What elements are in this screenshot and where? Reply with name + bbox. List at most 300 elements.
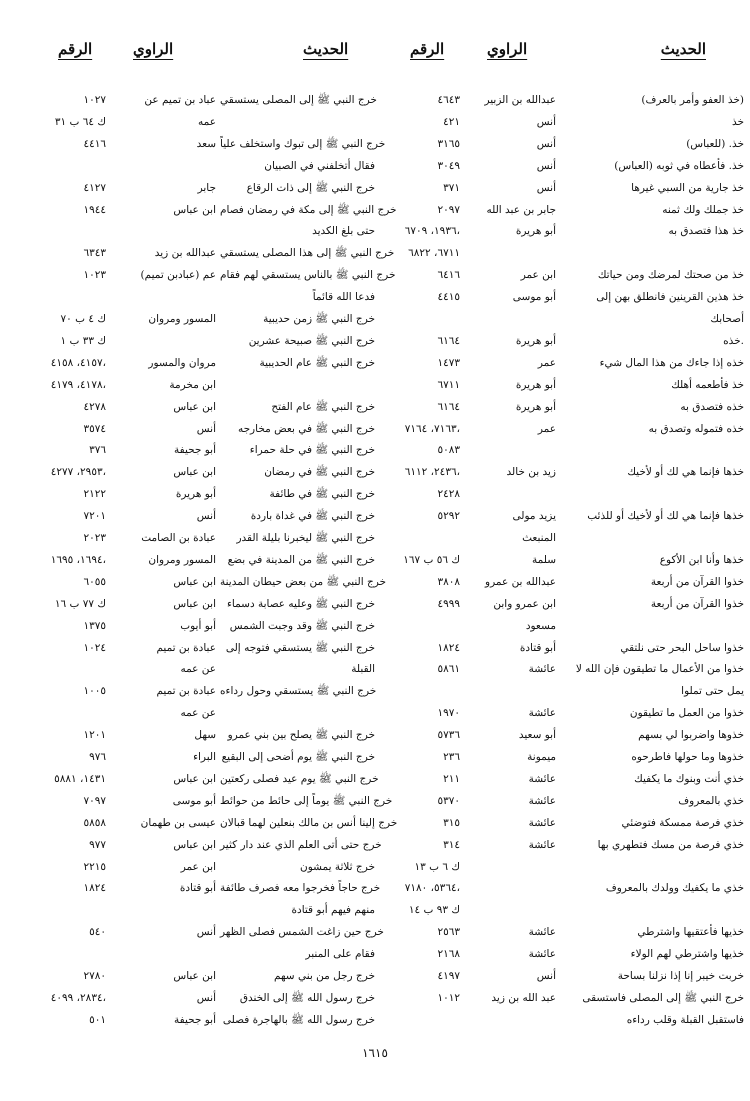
reference-number: ١٤٧٣ [437, 356, 460, 369]
reference-number: ٣١٦٥ [437, 137, 460, 150]
index-entry-row [400, 178, 750, 198]
reference-number: ١٠٢٤ [83, 641, 106, 654]
index-entry-row [400, 397, 750, 417]
reference-number: ٤٦٤٣ [437, 94, 460, 106]
index-entry-row [400, 878, 750, 898]
reference-number: ١٩٧٠ [437, 707, 460, 720]
hadith-text: خرج ثلاثة يمشون [300, 860, 375, 873]
narrator-text: عبدالله بن الزبير [484, 94, 556, 106]
reference-number: ٦٣٤٣ [83, 247, 106, 260]
reference-number: ٩٧٧ [89, 838, 106, 851]
reference-number: ١٣٧٥ [83, 619, 106, 632]
narrator-text: عن عمه [180, 663, 216, 676]
narrator-text: عائشة [528, 707, 556, 720]
reference-number: ٦٠٥٥ [83, 575, 106, 588]
hadith-text: خرج النبي ﷺ إلى هذا المصلى يستسقي [220, 247, 395, 260]
narrator-text: سهل [194, 729, 216, 742]
index-entry-row [30, 156, 375, 176]
index-entry-row [30, 747, 375, 767]
index-entry-row [400, 353, 750, 373]
hadith-text: خرج النبي ﷺ يستسقي فتوجه إلى [225, 641, 375, 654]
hadith-text: خذ من صحتك لمرضك ومن حياتك [597, 269, 744, 282]
hadith-text: خرج رسول الله ﷺ بالهاجرة فصلى [222, 1013, 375, 1026]
reference-number: ١٩٤٤ [83, 203, 106, 216]
hadith-text: خرج النبي ﷺ صبيحة عشرين [248, 334, 375, 347]
index-entry-row [400, 528, 750, 548]
index-entry-row [30, 769, 379, 789]
narrator-text: عبد الله بن زيد [491, 991, 556, 1004]
hadith-text: خذيها فأعتقيها واشترطي [637, 926, 744, 939]
index-entry-row [400, 813, 750, 833]
hadith-text: خذي ما يكفيك وولدك بالمعروف [605, 882, 744, 895]
narrator-text: أبو موسى [512, 291, 556, 304]
narrator-text: أبو هريرة [515, 334, 556, 347]
index-entry-row [30, 594, 375, 614]
reference-number: ٢٢١٥ [83, 860, 106, 873]
reference-number: ٥٨٦١ [437, 663, 460, 676]
narrator-text: ابن عمرو وابن [493, 597, 556, 610]
index-entry-row [30, 178, 375, 198]
index-entry-row [400, 331, 750, 351]
index-entry-row [30, 659, 375, 679]
index-entry-row [30, 681, 375, 701]
reference-number: ٢٨٣٤، ٤٠٩٩، [50, 991, 106, 1004]
narrator-text: أبو هريرة [175, 488, 216, 501]
narrator-text: جابر [197, 181, 216, 194]
hadith-text: خرج رجل من بني سهم [273, 970, 375, 982]
right-header-number: الرقم [410, 40, 445, 58]
reference-number: ٢٠٢٣ [83, 532, 106, 544]
hadith-text: خذه فتصدق به [680, 400, 744, 413]
index-entry-row [30, 419, 375, 439]
reference-number: ٤١٧٨، ٤١٧٩، [50, 378, 106, 391]
hadith-text: خرج النبي ﷺ يستسقي وحول رداءه [220, 685, 377, 698]
narrator-text: عيسى بن طهمان [140, 816, 216, 829]
reference-number: ك ٥٦ ب ١٦٧ [403, 553, 460, 566]
narrator-text: عبادة بن الصامت [141, 532, 216, 544]
narrator-text: ابن عباس [173, 203, 216, 216]
hadith-text: خرج النبي ﷺ يوم أضحى إلى البقيع [221, 751, 375, 763]
hadith-text: خذوا القرآن من أربعة [650, 575, 744, 588]
reference-number: ٢١٦٨ [437, 948, 460, 961]
index-entry-row [400, 156, 750, 176]
hadith-text: خذ فأطعمه أهلك [671, 378, 744, 391]
reference-number: ٢٥٦٣ [437, 926, 460, 939]
hadith-text: خذه فتموله وتصدق به [648, 422, 744, 435]
reference-number: ٤١٢٧ [83, 181, 106, 194]
narrator-text: سلمة [532, 553, 556, 566]
index-entry-row [400, 484, 750, 504]
narrator-text: عمه [198, 115, 216, 128]
narrator-text: ميمونة [527, 751, 556, 763]
reference-number: ٦٧١١ [437, 378, 460, 391]
narrator-text: أنس [536, 181, 556, 194]
index-entry-row [400, 134, 750, 154]
index-entry-row [400, 791, 750, 811]
reference-number: ٥٣٧٠ [437, 794, 460, 807]
narrator-text: ابن عباس [173, 838, 216, 851]
index-entry-row [30, 200, 397, 220]
reference-number: ١٢٠١ [83, 729, 106, 742]
hadith-text: خرج النبي ﷺ إلى ذات الرقاع [246, 181, 375, 194]
reference-number: ٧٢٠١ [83, 510, 106, 523]
index-entry-row [30, 90, 375, 110]
reference-number: ٤١٩٧ [437, 970, 460, 982]
index-entry-row [30, 397, 375, 417]
index-entry-row [400, 419, 750, 439]
narrator-text: أنس [196, 422, 216, 435]
hadith-text: خرج حين زاغت الشمس فصلى الظهر [220, 926, 384, 939]
narrator-text: أبو أيوب [180, 619, 216, 632]
index-entry-row [30, 703, 375, 723]
reference-number: ٢٤٣٦، ٦١١٢، [404, 466, 460, 479]
right-index-column [400, 90, 750, 1030]
narrator-text: عم (عبادبن تميم) [140, 269, 216, 282]
hadith-text: خرج النبي ﷺ يوم عيد فصلى ركعتين [220, 772, 379, 785]
index-entry-row [400, 835, 750, 855]
index-entry-row [400, 857, 750, 877]
hadith-text: فقال أتخلفني في الصبيان [264, 159, 375, 172]
hadith-text: خذي فرصة من مسك فتطهري بها [597, 838, 744, 851]
index-entry-row [400, 900, 750, 920]
narrator-text: أبو هريرة [515, 225, 556, 238]
hadith-text: خذوا من الأعمال ما تطيقون فإن الله لا [575, 663, 744, 676]
reference-number: ١٠٢٧ [83, 94, 106, 106]
reference-number: ك ٧٧ ب ١٦ [54, 597, 106, 610]
reference-number: ك ٦ ب ١٣ [414, 860, 460, 873]
index-entry-row [400, 572, 750, 592]
narrator-text: أبو قتادة [179, 882, 216, 895]
hadith-text: خذ هذا فتصدق به [668, 225, 744, 238]
index-entry-row [30, 506, 375, 526]
reference-number: ٩٧٦ [89, 751, 106, 763]
hadith-text: خرج النبي ﷺ وقد وجبت الشمس [229, 619, 375, 632]
reference-number: ٥٧٣٦ [437, 729, 460, 742]
reference-number: ١٨٢٤ [437, 641, 460, 654]
reference-number: ٤٩٩٩ [437, 597, 460, 610]
hadith-text: خرج النبي ﷺ زمن حديبية [263, 313, 375, 325]
narrator-text: المسور ومروان [148, 313, 216, 325]
reference-number: ٤١٥٧، ٤١٥٨، [50, 356, 106, 369]
index-entry-row [30, 944, 375, 964]
narrator-text: عائشة [528, 772, 556, 785]
index-entry-row [400, 112, 750, 132]
hadith-text: خذوا القرآن من أربعة [650, 597, 744, 610]
reference-number: ٢٩٥٣، ٤٢٧٧، [50, 466, 106, 479]
narrator-text: ابن عباس [173, 597, 216, 610]
index-entry-row [400, 966, 750, 986]
narrator-text: أنس [536, 159, 556, 172]
reference-number: ١٦٩٤، ١٦٩٥، [50, 553, 106, 566]
narrator-text: المسور ومروان [148, 553, 216, 566]
reference-number: ١٠٠٥ [83, 685, 106, 698]
index-entry-row [30, 462, 375, 482]
narrator-text: أبو جحيفة [174, 1013, 216, 1026]
hadith-text: خرج رسول الله ﷺ إلى الخندق [239, 991, 375, 1004]
hadith-text: خرج النبي ﷺ في طائفة [269, 488, 375, 501]
reference-number: ٤٤١٥ [437, 291, 460, 304]
hadith-text: فاستقبل القبلة وقلب رداءه [626, 1013, 744, 1026]
reference-number: ٦٤١٦ [437, 269, 460, 282]
index-entry-row [400, 200, 750, 220]
left-header-number: الرقم [58, 40, 93, 58]
hadith-text: خذيها واشترطي لهم الولاء [630, 948, 744, 961]
index-entry-row [400, 616, 750, 636]
hadith-text: خرج النبي ﷺ في حلة حمراء [249, 444, 375, 457]
index-entry-row [400, 944, 750, 964]
index-entry-row [30, 287, 375, 307]
page-number: ١٦١٥ [362, 1046, 388, 1060]
hadith-text: القبلة [351, 663, 375, 676]
hadith-text: خرج النبي ﷺ يوماً إلى حائط من حوائط [220, 794, 393, 807]
hadith-text: خذ جملك ولك ثمنه [662, 203, 744, 216]
reference-number: ٥٨٥٨ [83, 816, 106, 829]
index-entry-row [400, 1010, 750, 1030]
narrator-text: عمر [537, 356, 556, 369]
right-header-hadith: الحديث [660, 40, 706, 58]
hadith-text: خرج حاجاً فخرجوا معه فصرف طائفة [220, 882, 381, 895]
index-entry-row [400, 725, 750, 745]
hadith-text: خرج النبي ﷺ بالناس يستسقي لهم فقام [220, 269, 396, 282]
narrator-text: أبو هريرة [515, 400, 556, 413]
hadith-text: فدعا الله قائماً [312, 291, 375, 304]
hadith-text: خرج النبي ﷺ يصلح بين بني عمرو [227, 729, 375, 742]
hadith-text: خرج النبي ﷺ إلى المصلى فاستسقى [582, 991, 744, 1004]
hadith-text: خرج النبي ﷺ إلى مكة في رمضان فصام [220, 203, 397, 216]
hadith-text: خذوها وما حولها فاطرحوه [631, 751, 744, 763]
index-entry-row [400, 243, 750, 263]
hadith-text: خذ جارية من السبي غيرها [631, 181, 744, 194]
index-entry-row [400, 462, 750, 482]
reference-number: ٢٤٢٨ [437, 488, 460, 501]
index-entry-row [30, 331, 375, 351]
reference-number: ٧٠٩٧ [83, 794, 106, 807]
hadith-text: خرج النبي ﷺ من بعض حيطان المدينة [220, 575, 387, 588]
narrator-text: يزيد مولى [512, 510, 556, 523]
narrator-text: زيد بن خالد [506, 466, 556, 479]
narrator-text: ابن عمر [520, 269, 556, 282]
index-entry-row [400, 988, 750, 1008]
index-entry-row [30, 353, 375, 373]
hadith-text: خذ. فأعطاه في ثوبه (العباس) [614, 159, 744, 172]
index-entry-row [30, 1010, 375, 1030]
index-entry-row [400, 922, 750, 942]
index-entry-row [30, 440, 375, 460]
reference-number: ٢١٢٢ [83, 488, 106, 501]
narrator-text: عبادة بن تميم [156, 641, 216, 654]
narrator-text: ابن مخرمة [169, 378, 216, 391]
hadith-text: خرج النبي ﷺ عام الفتح [271, 400, 375, 413]
reference-number: ٦١٦٤ [437, 400, 460, 413]
hadith-text: خرج النبي ﷺ إلى المصلى يستسقي [220, 94, 377, 106]
index-entry-row [30, 616, 375, 636]
reference-number: ١٤٣١، ٥٨٨١ [54, 772, 106, 785]
hadith-text: خربت خيبر إنا إذا نزلنا بساحة [617, 970, 744, 982]
hadith-text: فقام على المنبر [305, 948, 375, 961]
index-entry-row [30, 791, 393, 811]
index-entry-row [30, 528, 375, 548]
reference-number: ١٩٣٦، ٦٧٠٩، [404, 225, 460, 238]
hadith-text: خرج حتى أتى العلم الذي عند دار كثير [220, 838, 382, 851]
reference-number: ٤٤١٦ [83, 137, 106, 150]
narrator-text: عائشة [528, 926, 556, 939]
reference-number: ٣٨٠٨ [437, 575, 460, 588]
index-entry-row [30, 309, 375, 329]
hadith-text: (خذ العفو وأمر بالعرف) [641, 94, 744, 106]
reference-number: ك ٦٤ ب ٣١ [54, 115, 106, 128]
narrator-text: عبادة بن تميم [156, 685, 216, 698]
narrator-text: عمر [537, 422, 556, 435]
index-entry-row [30, 966, 375, 986]
hadith-text: خذ. (للعباس) [686, 137, 744, 150]
hadith-text: خرج النبي ﷺ وعليه عصابة دسماء [226, 597, 375, 610]
narrator-text: أبو جحيفة [174, 444, 216, 457]
reference-number: ١٠٢٣ [83, 269, 106, 282]
index-entry-row [400, 638, 750, 658]
narrator-text: أنس [536, 115, 556, 128]
reference-number: ك ٣٣ ب ١ [60, 334, 106, 347]
hadith-text: خذي أنت وبنوك ما يكفيك [634, 772, 744, 785]
reference-number: ٣٠٤٩ [437, 159, 460, 172]
narrator-text: عبدالله بن زيد [154, 247, 216, 260]
narrator-text: عائشة [528, 663, 556, 676]
narrator-text: أبو موسى [172, 794, 216, 807]
index-entry-row [30, 550, 375, 570]
narrator-text: المنبعث [522, 532, 556, 544]
index-entry-row [400, 287, 750, 307]
index-entry-row [400, 659, 750, 679]
index-entry-row [30, 878, 381, 898]
index-entry-row [400, 681, 750, 701]
hadith-text: خرج النبي ﷺ في بعض مخارجه [237, 422, 375, 435]
narrator-text: عبدالله بن عمرو [485, 575, 556, 588]
reference-number: ٢١١ [443, 772, 460, 785]
index-entry-row [30, 638, 375, 658]
hadith-text: خذوا ساحل البحر حتى نلتقي [620, 641, 744, 654]
narrator-text: عن عمه [180, 707, 216, 720]
narrator-text: أنس [536, 970, 556, 982]
narrator-text: عائشة [528, 948, 556, 961]
hadith-text: منهم فيهم أبو قتادة [291, 904, 375, 917]
narrator-text: أبو هريرة [515, 378, 556, 391]
index-entry-row [30, 243, 395, 263]
index-entry-row [30, 725, 375, 745]
hadith-text: يمل حتى تملوا [681, 685, 744, 698]
index-entry-row [30, 221, 375, 241]
reference-number: ٢٣٦ [443, 751, 460, 763]
hadith-text: خرج النبي ﷺ في رمضان [264, 466, 375, 479]
index-entry-row [400, 90, 750, 110]
reference-number: ٥٤٠ [89, 926, 106, 939]
narrator-text: عباد بن تميم عن [144, 94, 216, 106]
reference-number: ٦٧١١، ٦٨٢٢ [408, 247, 460, 260]
reference-number: ٥٣٦٤، ٧١٨٠، [404, 882, 460, 895]
narrator-text: أنس [536, 137, 556, 150]
index-entry-row [30, 835, 382, 855]
index-entry-row [400, 265, 750, 285]
narrator-text: ابن عمر [180, 860, 216, 873]
hadith-text: خذه إذا جاءك من هذا المال شيء [599, 356, 744, 369]
index-entry-row [400, 221, 750, 241]
narrator-text: أبو قتادة [519, 641, 556, 654]
reference-number: ٥٢٩٢ [437, 510, 460, 523]
narrator-text: مسعود [525, 619, 556, 632]
left-index-column [30, 90, 398, 1030]
reference-number: ٢٠٩٧ [437, 203, 460, 216]
hadith-text: خذوا من العمل ما تطيقون [629, 707, 744, 720]
index-entry-row [400, 703, 750, 723]
index-entry-row [30, 265, 396, 285]
narrator-text: ابن عباس [173, 575, 216, 588]
index-entry-row [30, 375, 375, 395]
right-header-narrator: الراوي [487, 40, 528, 58]
reference-number: ١٨٢٤ [83, 882, 106, 895]
hadith-text: حتى بلغ الكديد [312, 225, 375, 238]
hadith-text: خذ [731, 115, 744, 128]
index-entry-row [30, 813, 398, 833]
index-entry-row [400, 594, 750, 614]
hadith-text: خذها وأنا ابن الأكوع [659, 553, 744, 566]
index-entry-row [400, 309, 750, 329]
hadith-text: خذها فإنما هي لك أو لأخيك [627, 466, 744, 479]
hadith-text: خذوها واضربوا لي بسهم [638, 729, 744, 742]
hadith-text: خذي بالمعروف [678, 794, 744, 807]
narrator-text: عائشة [528, 794, 556, 807]
index-entry-row [400, 550, 750, 570]
reference-number: ك ٩٣ ب ١٤ [408, 904, 460, 917]
reference-number: ٦١٦٤ [437, 334, 460, 347]
index-entry-row [30, 988, 375, 1008]
index-entry-row [30, 857, 375, 877]
index-entry-row [30, 900, 375, 920]
hadith-text: خذي فرصة ممسكة فتوضئي [621, 816, 744, 829]
reference-number: ٣٧٦ [89, 444, 106, 457]
left-header-hadith: الحديث [303, 40, 349, 58]
narrator-text: مروان والمسور [148, 356, 216, 369]
hadith-text: خرج النبي ﷺ إلى تبوك واستخلف علياً [220, 137, 386, 150]
index-entry-row [30, 922, 384, 942]
reference-number: ٥٠٨٣ [437, 444, 460, 457]
narrator-text: أنس [196, 510, 216, 523]
narrator-text: جابر بن عبد الله [486, 203, 556, 216]
narrator-text: ابن عباس [173, 772, 216, 785]
reference-number: ٥٠١ [89, 1013, 106, 1026]
index-entry-row [30, 484, 375, 504]
narrator-text: عائشة [528, 816, 556, 829]
hadith-text: خذه. [723, 334, 744, 347]
index-entry-row [400, 769, 750, 789]
narrator-text: ابن عباس [173, 400, 216, 413]
narrator-text: أنس [196, 991, 216, 1004]
left-header-narrator: الراوي [133, 40, 174, 58]
hadith-text: خرج النبي ﷺ عام الحديبية [259, 356, 375, 369]
narrator-text: سعد [196, 137, 216, 150]
index-entry-row [400, 506, 750, 526]
narrator-text: أنس [196, 926, 216, 939]
hadith-text: خذها فإنما هي لك أو لأخيك أو للذئب [587, 510, 744, 523]
narrator-text: البراء [193, 751, 216, 763]
reference-number: ٣٧١ [443, 181, 460, 194]
reference-number: ١٠١٢ [437, 991, 460, 1004]
narrator-text: ابن عباس [173, 970, 216, 982]
reference-number: ٣٥٧٤ [83, 422, 106, 435]
index-entry-row [30, 572, 387, 592]
reference-number: ٢٧٨٠ [83, 970, 106, 982]
reference-number: ٣١٤ [443, 838, 460, 851]
reference-number: ٤٢١ [443, 115, 460, 128]
hadith-text: أصحابك [710, 313, 744, 325]
hadith-text: خرج إلينا أنس بن مالك بنعلين لهما قبالان [220, 816, 398, 829]
